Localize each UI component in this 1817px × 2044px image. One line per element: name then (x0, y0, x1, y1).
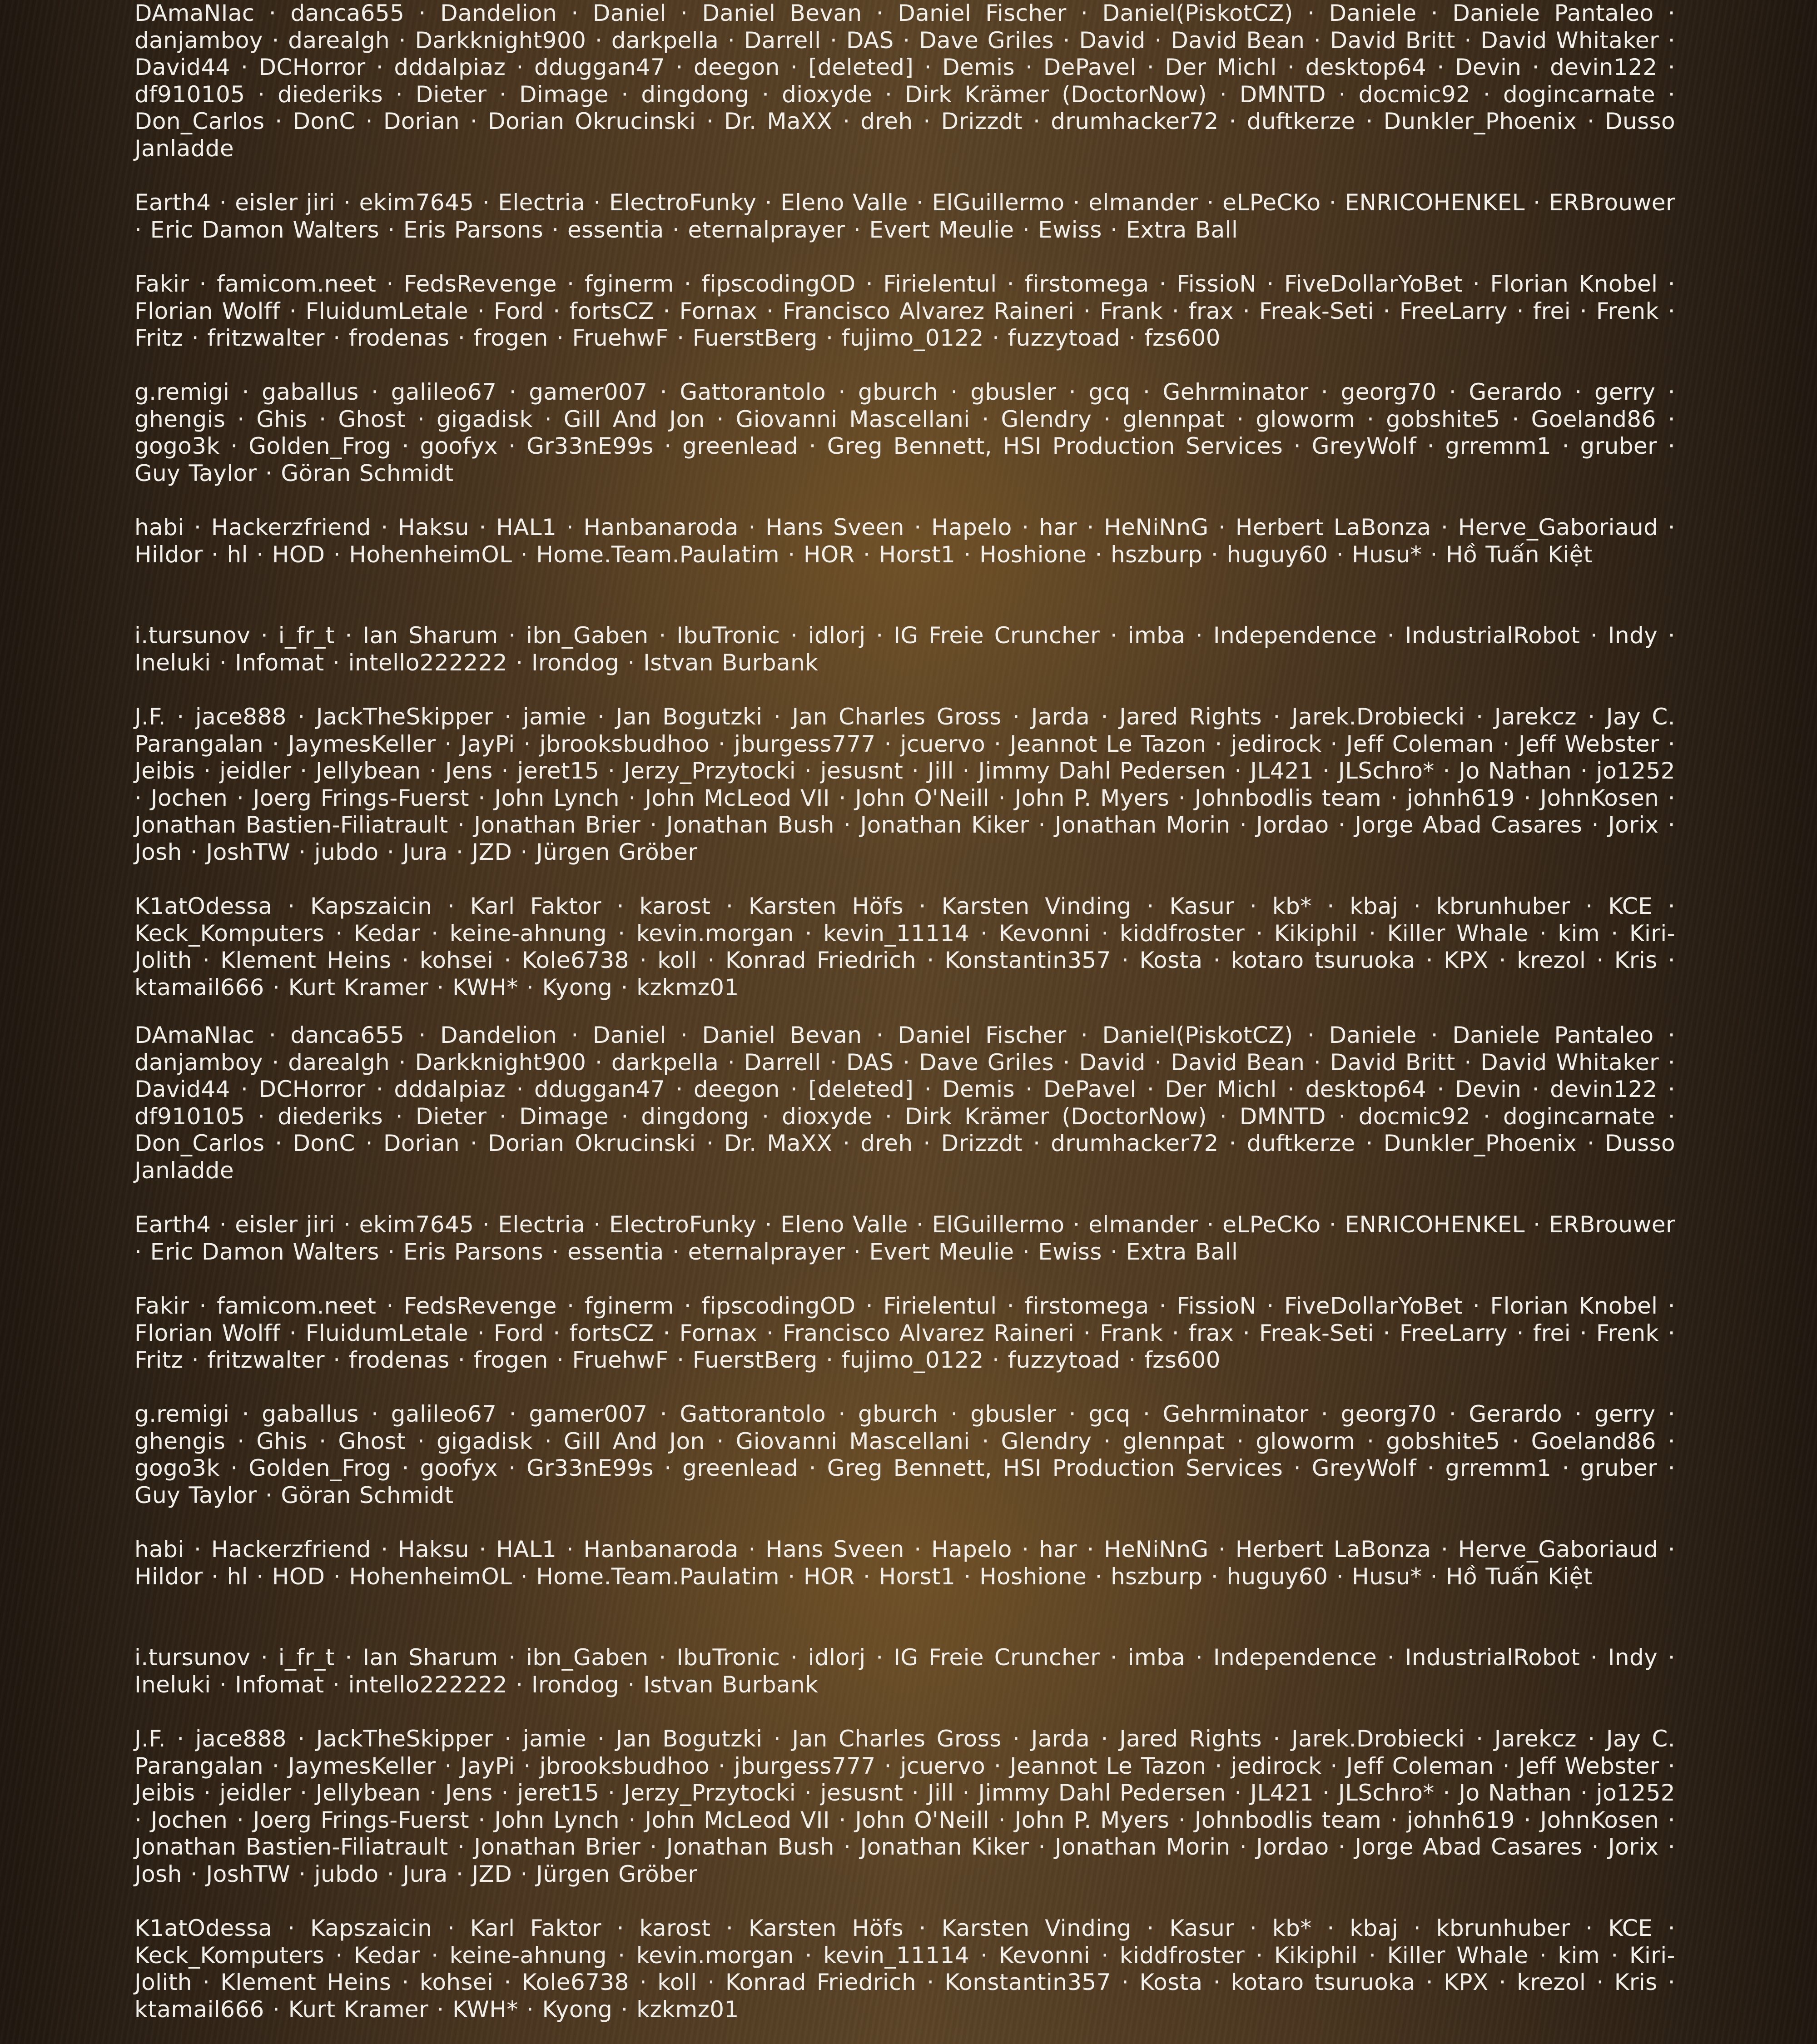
credits-group-e: Earth4 · eisler jiri · ekim7645 · Electria · ElectroFunky · Eleno Valle · ElGuillermo · elmander · eLPeCKo · ENRICOHENKEL · ERBrouwer · Eric Damon Walters · Eris Parsons · essentia · eternalprayer · Evert Meulie · Ewiss · Extra Ball (134, 1211, 1675, 1265)
credits-group-e: Earth4 · eisler jiri · ekim7645 · Electria · ElectroFunky · Eleno Valle · ElGuillermo · elmander · eLPeCKo · ENRICOHENKEL · ERBrouwer · Eric Damon Walters · Eris Parsons · essentia · eternalprayer · Evert Meulie · Ewiss · Extra Ball (134, 189, 1675, 243)
credits-group-g: g.remigi · gaballus · galileo67 · gamer007 · Gattorantolo · gburch · gbusler · gcq · Gehrminator · georg70 · Gerardo · gerry · ghengis · Ghis · Ghost · gigadisk · Gill And Jon · Giovanni Mascellani · Glendry · glennpat · gloworm · gobshite5 · Goeland86 · gogo3k · Golden_Frog · goofyx · Gr33nE99s · greenlead · Greg Bennett, HSI Production Services · GreyWolf · grremm1 · gruber · Guy Taylor · Göran Schmidt (134, 1401, 1675, 1509)
credits-group-f: Fakir · famicom.neet · FedsRevenge · fginerm · fipscodingOD · Firielentul · firstomega · FissioN · FiveDollarYoBet · Florian Knobel · Florian Wolff · FluidumLetale · Ford · fortsCZ · Fornax · Francisco Alvarez Raineri · Frank · frax · Freak-Seti · FreeLarry · frei · Frenk · Fritz · fritzwalter · frodenas · frogen · FruehwF · FuerstBerg · fujimo_0122 · fuzzytoad · fzs600 (134, 271, 1675, 352)
credits-group-g: g.remigi · gaballus · galileo67 · gamer007 · Gattorantolo · gburch · gbusler · gcq · Gehrminator · georg70 · Gerardo · gerry · ghengis · Ghis · Ghost · gigadisk · Gill And Jon · Giovanni Mascellani · Glendry · glennpat · gloworm · gobshite5 · Goeland86 · gogo3k · Golden_Frog · goofyx · Gr33nE99s · greenlead · Greg Bennett, HSI Production Services · GreyWolf · grremm1 · gruber · Guy Taylor · Göran Schmidt (134, 379, 1675, 487)
credits-group-i: i.tursunov · i_fr_t · Ian Sharum · ibn_Gaben · IbuTronic · idlorj · IG Freie Cruncher · imba · Independence · IndustrialRobot · Indy · Ineluki · Infomat · intello222222 · Irondog · Istvan Burbank (134, 1644, 1675, 1698)
credits-group-h: habi · Hackerzfriend · Haksu · HAL1 · Hanbanaroda · Hans Sveen · Hapelo · har · HeNiNnG · Herbert LaBonza · Herve_Gaboriaud · Hildor · hl · HOD · HohenheimOL · Home.Team.Paulatim · HOR · Horst1 · Hoshione · hszburp · huguy60 · Husu* · Hồ Tuấn Kiệt (134, 514, 1675, 568)
credits-group-f: Fakir · famicom.neet · FedsRevenge · fginerm · fipscodingOD · Firielentul · firstomega · FissioN · FiveDollarYoBet · Florian Knobel · Florian Wolff · FluidumLetale · Ford · fortsCZ · Fornax · Francisco Alvarez Raineri · Frank · frax · Freak-Seti · FreeLarry · frei · Frenk · Fritz · fritzwalter · frodenas · frogen · FruehwF · FuerstBerg · fujimo_0122 · fuzzytoad · fzs600 (134, 1293, 1675, 1374)
credits-group-k: K1atOdessa · Kapszaicin · Karl Faktor · karost · Karsten Höfs · Karsten Vinding · Kasur · kb* · kbaj · kbrunhuber · KCE · Keck_Komputers · Kedar · keine-ahnung · kevin.morgan · kevin_11114 · Kevonni · kiddfroster · Kikiphil · Killer Whale · kim · Kiri-Jolith · Klement Heins · kohsei · Kole6738 · koll · Konrad Friedrich · Konstantin357 · Kosta · kotaro tsuruoka · KPX · krezol · Kris · ktamail666 · Kurt Kramer · KWH* · Kyong · kzkmz01 (134, 893, 1675, 1001)
credits-group-j: J.F. · jace888 · JackTheSkipper · jamie · Jan Bogutzki · Jan Charles Gross · Jarda · Jared Rights · Jarek.Drobiecki · Jarekcz · Jay C. Parangalan · JaymesKeller · JayPi · jbrooksbudhoo · jburgess777 · jcuervo · Jeannot Le Tazon · jedirock · Jeff Coleman · Jeff Webster · Jeibis · jeidler · Jellybean · Jens · jeret15 · Jerzy_Przytocki · jesusnt · Jill · Jimmy Dahl Pedersen · JL421 · JLSchro* · Jo Nathan · jo1252 · Jochen · Joerg Frings-Fuerst · John Lynch · John McLeod VII · John O'Neill · John P. Myers · Johnbodlis team · johnh619 · JohnKosen · Jonathan Bastien-Filiatrault · Jonathan Brier · Jonathan Bush · Jonathan Kiker · Jonathan Morin · Jordao · Jorge Abad Casares · Jorix · Josh · JoshTW · jubdo · Jura · JZD · Jürgen Gröber (134, 704, 1675, 866)
credits-group-d: DAmaNIac · danca655 · Dandelion · Daniel · Daniel Bevan · Daniel Fischer · Daniel(PiskotCZ) · Daniele · Daniele Pantaleo · danjamboy · darealgh · Darkknight900 · darkpella · Darrell · DAS · Dave Griles · David · David Bean · David Britt · David Whitaker · David44 · DCHorror · dddalpiaz · dduggan47 · deegon · [deleted] · Demis · DePavel · Der Michl · desktop64 · Devin · devin122 · df910105 · diederiks · Dieter · Dimage · dingdong · dioxyde · Dirk Krämer (DoctorNow) · DMNTD · docmic92 · dogincarnate · Don_Carlos · DonC · Dorian · Dorian Okrucinski · Dr. MaXX · dreh · Drizzdt · drumhacker72 · duftkerze · Dunkler_Phoenix · Dusso Janladde (134, 0, 1675, 162)
credits-group-d: DAmaNIac · danca655 · Dandelion · Daniel · Daniel Bevan · Daniel Fischer · Daniel(PiskotCZ) · Daniele · Daniele Pantaleo · danjamboy · darealgh · Darkknight900 · darkpella · Darrell · DAS · Dave Griles · David · David Bean · David Britt · David Whitaker · David44 · DCHorror · dddalpiaz · dduggan47 · deegon · [deleted] · Demis · DePavel · Der Michl · desktop64 · Devin · devin122 · df910105 · diederiks · Dieter · Dimage · dingdong · dioxyde · Dirk Krämer (DoctorNow) · DMNTD · docmic92 · dogincarnate · Don_Carlos · DonC · Dorian · Dorian Okrucinski · Dr. MaXX · dreh · Drizzdt · drumhacker72 · duftkerze · Dunkler_Phoenix · Dusso Janladde (134, 1022, 1675, 1184)
credits-group-h: habi · Hackerzfriend · Haksu · HAL1 · Hanbanaroda · Hans Sveen · Hapelo · har · HeNiNnG · Herbert LaBonza · Herve_Gaboriaud · Hildor · hl · HOD · HohenheimOL · Home.Team.Paulatim · HOR · Horst1 · Hoshione · hszburp · huguy60 · Husu* · Hồ Tuấn Kiệt (134, 1536, 1675, 1590)
credits-group-j: J.F. · jace888 · JackTheSkipper · jamie · Jan Bogutzki · Jan Charles Gross · Jarda · Jared Rights · Jarek.Drobiecki · Jarekcz · Jay C. Parangalan · JaymesKeller · JayPi · jbrooksbudhoo · jburgess777 · jcuervo · Jeannot Le Tazon · jedirock · Jeff Coleman · Jeff Webster · Jeibis · jeidler · Jellybean · Jens · jeret15 · Jerzy_Przytocki · jesusnt · Jill · Jimmy Dahl Pedersen · JL421 · JLSchro* · Jo Nathan · jo1252 · Jochen · Joerg Frings-Fuerst · John Lynch · John McLeod VII · John O'Neill · John P. Myers · Johnbodlis team · johnh619 · JohnKosen · Jonathan Bastien-Filiatrault · Jonathan Brier · Jonathan Bush · Jonathan Kiker · Jonathan Morin · Jordao · Jorge Abad Casares · Jorix · Josh · JoshTW · jubdo · Jura · JZD · Jürgen Gröber (134, 1726, 1675, 1888)
credits-group-k: K1atOdessa · Kapszaicin · Karl Faktor · karost · Karsten Höfs · Karsten Vinding · Kasur · kb* · kbaj · kbrunhuber · KCE · Keck_Komputers · Kedar · keine-ahnung · kevin.morgan · kevin_11114 · Kevonni · kiddfroster · Kikiphil · Killer Whale · kim · Kiri-Jolith · Klement Heins · kohsei · Kole6738 · koll · Konrad Friedrich · Konstantin357 · Kosta · kotaro tsuruoka · KPX · krezol · Kris · ktamail666 · Kurt Kramer · KWH* · Kyong · kzkmz01 (134, 1915, 1675, 2023)
credits-group-i: i.tursunov · i_fr_t · Ian Sharum · ibn_Gaben · IbuTronic · idlorj · IG Freie Cruncher · imba · Independence · IndustrialRobot · Indy · Ineluki · Infomat · intello222222 · Irondog · Istvan Burbank (134, 622, 1675, 676)
